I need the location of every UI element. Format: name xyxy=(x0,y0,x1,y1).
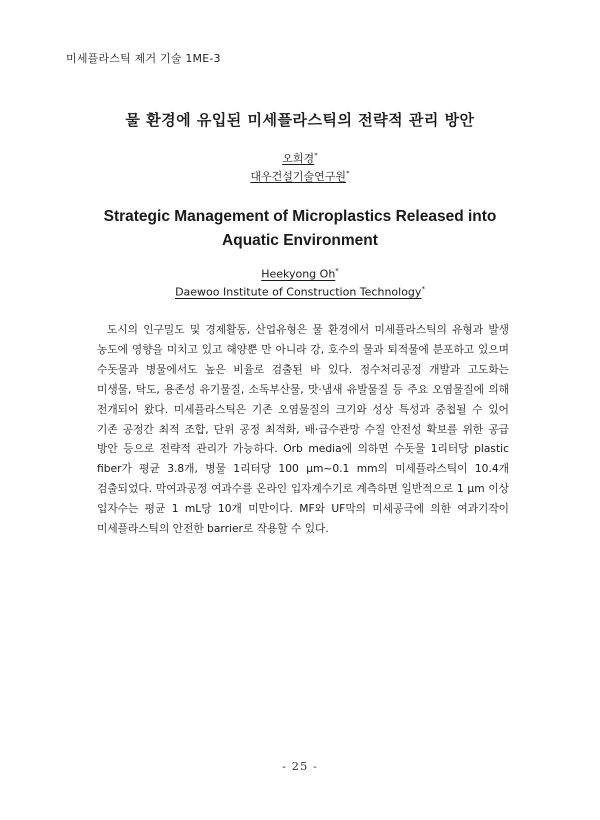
author-korean-name: 오희경 xyxy=(282,152,315,165)
running-header: 미세플라스틱 제거 기술 1ME-3 xyxy=(66,52,221,65)
affiliation-korean xyxy=(0,168,600,184)
paper-title-english-line2: Aquatic Environment xyxy=(222,232,378,249)
author-korean-mark: * xyxy=(314,151,318,160)
author-korean xyxy=(0,150,600,166)
author-english-mark: * xyxy=(335,267,339,275)
author-english-name: Heekyong Oh xyxy=(261,267,336,281)
affiliation-english xyxy=(0,285,600,299)
page-number: - 25 - xyxy=(282,759,318,773)
affiliation-english-name: Daewoo Institute of Construction Technology xyxy=(175,285,422,299)
paper-title-english xyxy=(0,205,600,253)
paper-title-korean: 물 환경에 유입된 미세플라스틱의 전략적 관리 방안 xyxy=(125,111,475,129)
abstract-paragraph: 도시의 인구밀도 및 경제활동, 산업유형은 물 환경에서 미세플라스틱의 유형과 발생 농도에 영향을 미치고 있고 해양뿐 만 아니라 강, 호수의 물과 퇴적물에 분포하고 있으며 수돗물과 병물에서도 높은 비율로 검출된 바 있다. 정수처리공정 개발과 고도화는 미생물, 탁도, 용존성 유기물질, 소독부산물, 맛·냄새 유발물질 등 주요 오염물질에 의해 전개되어 왔다. 미세플라스틱은 기존 오염물질의 크기와 성상 특성과 중첩될 수 있어 기존 공정간 최적 조합, 단위 공정 최적화, 배·급수관망 수질 안전성 확보를 위한 공급 방안 등으로 전략적 관리가 가능하다. Orb media에 의하면 수돗물 1리터당 plastic fiber가 평균 3.8개, 병물 1리터당 100 μm~0.1 mm의 미세플라스틱이 10.4개 검출되었다. 막여과공정 여과수를 온라인 입자계수기로 계측하면 일반적으로 1 μm 이상 입자수는 평균 1 mL당 10개 미만이다. MF와 UF막의 미세공극에 의한 여과기작이 미세플라스틱의 안전한 barrier로 작용할 수 있다. xyxy=(97,323,509,536)
affiliation-korean-mark: * xyxy=(346,169,350,178)
affiliation-english-mark: * xyxy=(421,285,425,293)
affiliation-korean-name: 대우건설기술연구원 xyxy=(250,170,347,183)
paper-title-english-line1: Strategic Management of Microplastics Released into xyxy=(103,208,497,225)
author-english xyxy=(0,267,600,281)
